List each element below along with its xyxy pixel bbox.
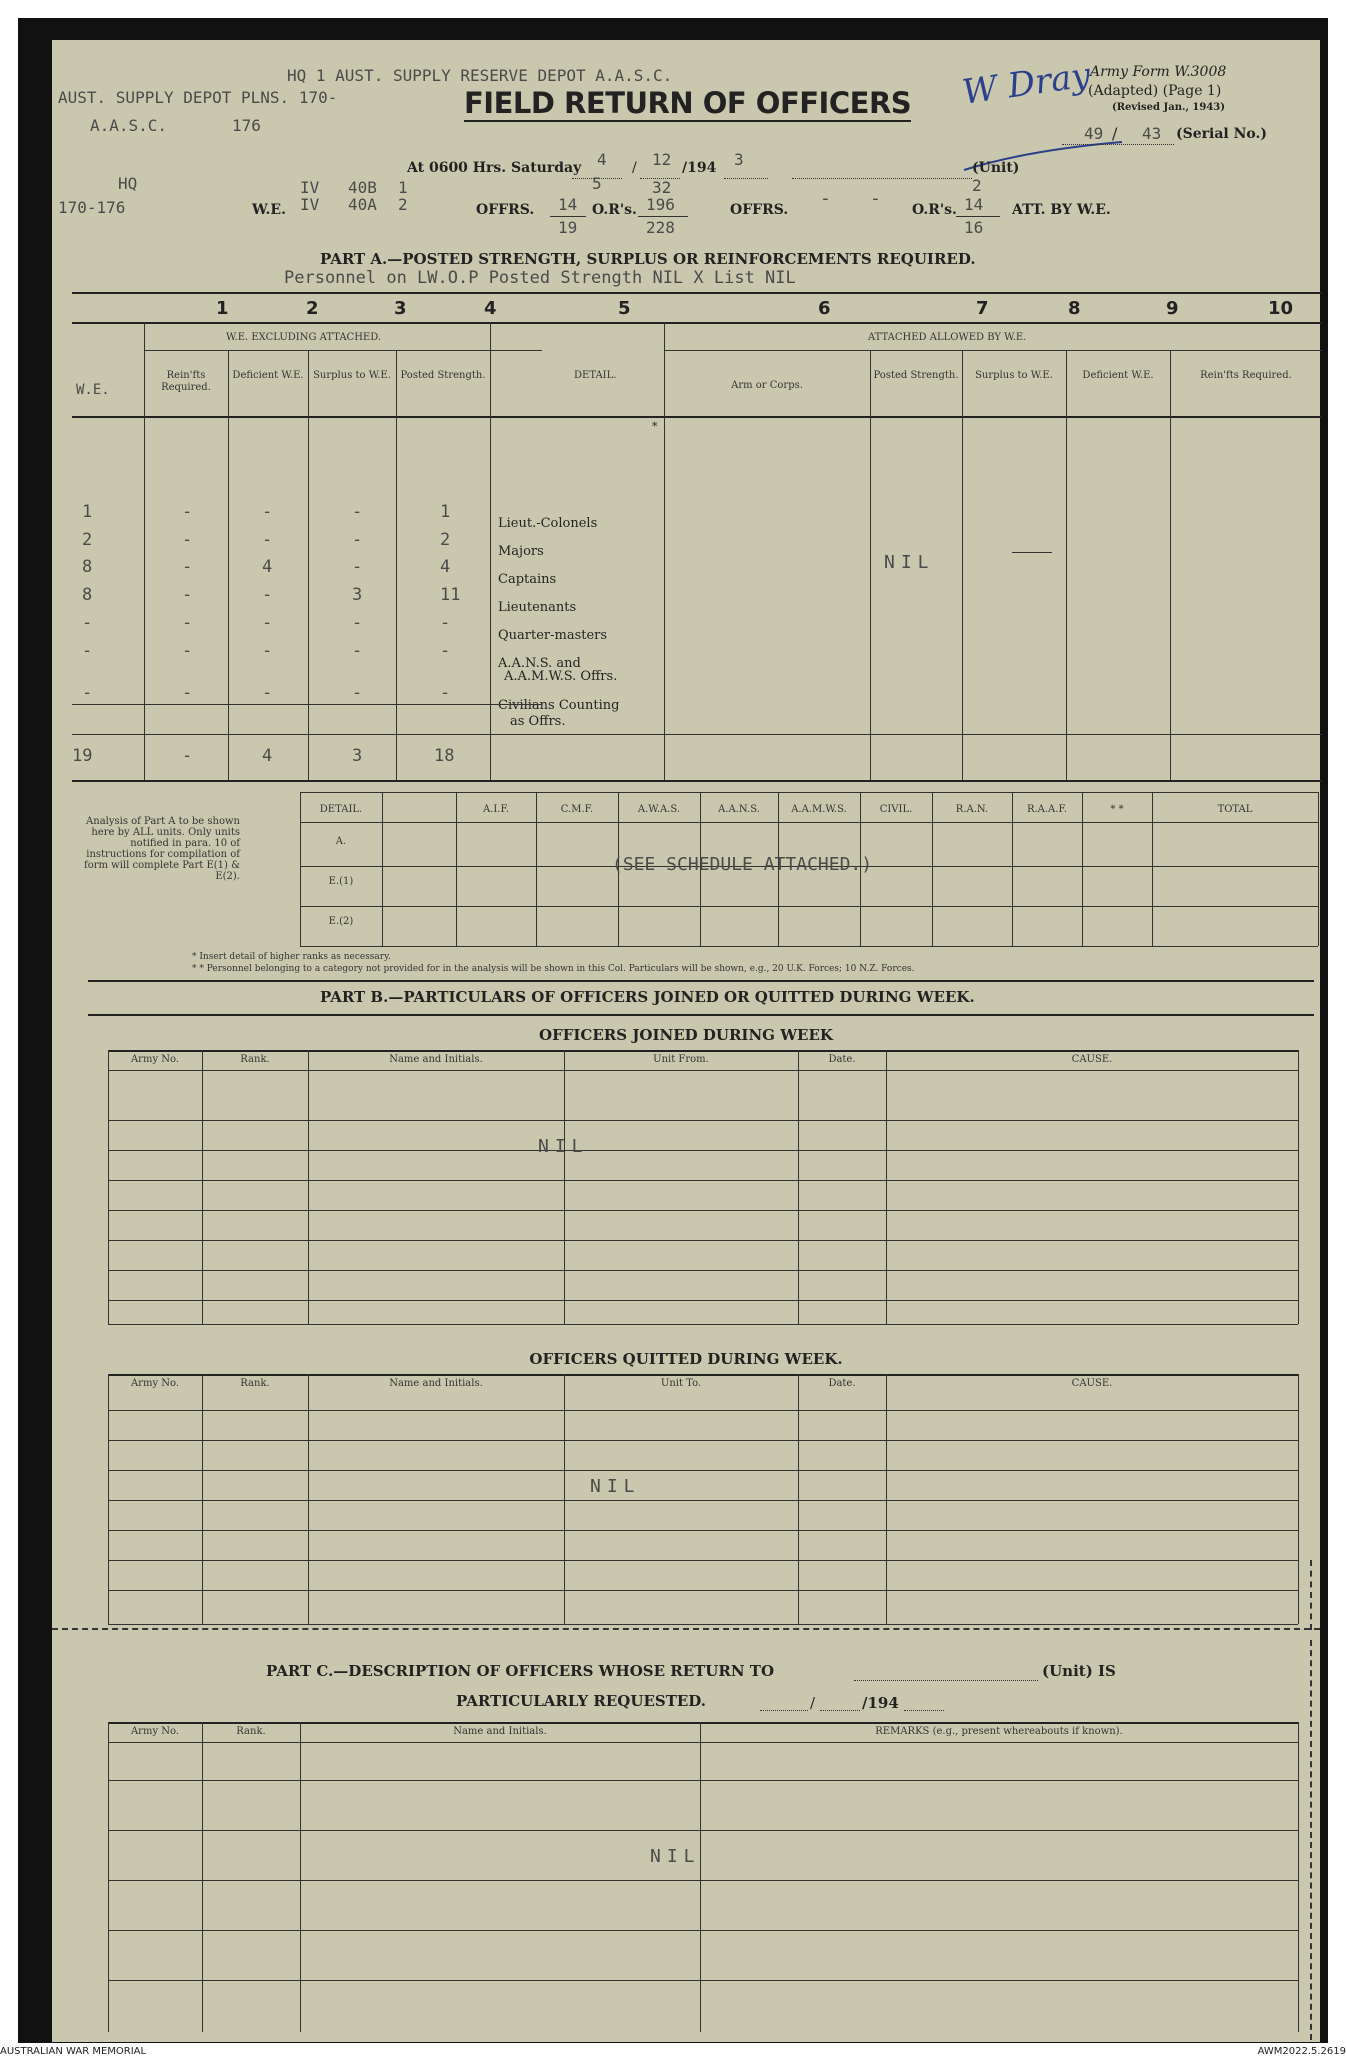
we-label: W.E. [252, 202, 286, 218]
unit-line-3a: A.A.S.C. [90, 116, 168, 135]
analysis-row-label: A. [335, 836, 347, 847]
att-top: 2 [972, 176, 982, 195]
analysis-row-label: E.(1) [328, 876, 354, 887]
row-surplus: - [352, 530, 363, 550]
joined-nil: NIL [538, 1136, 589, 1157]
handwritten-signature: W Dray [959, 55, 1093, 113]
row-reinf: - [182, 613, 193, 633]
row-detail: Captains [498, 572, 557, 587]
part-c-line1b: (Unit) IS [1042, 1662, 1116, 1680]
total-reinf: - [182, 746, 193, 766]
col-number: 8 [1068, 298, 1081, 319]
revised-label: (Revised Jan., 1943) [1112, 102, 1225, 113]
table-col-header: CAUSE. [1071, 1378, 1113, 1389]
table-col-header: Date. [828, 1054, 856, 1065]
we-top-a: IV [300, 178, 320, 197]
analysis-col-header: DETAIL. [319, 804, 363, 815]
offrs-top: 1 [398, 178, 408, 197]
serial-number-a: 49 [1084, 124, 1104, 143]
row-posted: 11 [440, 585, 461, 605]
row-reinf: - [182, 641, 193, 661]
attached-allowed-label: ATTACHED ALLOWED BY W.E. [868, 332, 1027, 343]
col-number: 1 [216, 298, 229, 319]
serial-label: (Serial No.) [1176, 126, 1267, 142]
row-surplus: - [352, 641, 363, 661]
form-page: HQ 1 AUST. SUPPLY RESERVE DEPOT A.A.S.C. AUST. SUPPLY DEPOT PLNS. 170- A.A.S.C. 176 FIELD RETURN OF OFFICERS W Dray Army Form W.3008 (Adapted) (Page 1) (Revised Jan., 1943) 49 / 43 (Serial No.) At 0600 Hrs. Saturday 4 / 12 /194 3 (Unit) HQ 170-176 W.E. IV 40B IV 40A 1 2 OFFRS. 5 14 19 O.R's. 32 196 228 OFFRS. - O.R's. - 2 14 16 ATT. BY W.E. PART A.—POSTED STRENGTH, SURPLUS OR REINFORCEMENTS REQUIRED. Personnel on LW.O.P Posted Strength NIL X List NIL 1 2 3 4 5 6 7 8 9 10 W.E. EXCLUDING ATTACHED. ATTACHED ALLOWED BY W.E. DETAIL. W.E. Rein'fts Required. Deficient W.E. Surplus to W.E. Posted Strength. Arm or Corps. Posted Strength. Surplus to W.E. Deficient W.E. Rein'fts Required. * 1 - - - 1 Lieut.-Colonels 2 - - - 2 Majors 8 - 4 - 4 Captains 8 - - 3 11 Lieutenants - - - - - Quarter-masters - - - - - A.A.N.S. and - - - - - Civilians Counting A.A.M.W.S. Offrs. as Offrs. NIL 19 - 4 3 18 Analysis of Part A to be shown here by ALL units. Only units notified in para. 10 of instructions for compilation of form will complete Part E(1) & E(2). DETAIL. A.I.F. C.M.F. A.W.A.S. A.A.N.S. A.A.M.W.S. CIVIL. R.A.N. R.A.A.F. * * TOTAL A. E.(1) E.(2) (SEE SCHEDULE ATTACHED.) * Insert detail of higher ranks as necessary. * * Personnel belonging to a category not provided for in the analysis will be shown in this Col. Particulars will be shown, e.g., 20 U.K. Forces; 10 N.Z. Forces. PART B.—PARTICULARS OF OFFICERS JOINED OR QUITTED DURING WEEK. OFFICERS JOINED DURING WEEK Army No. Rank. Name and Initials. Unit From. Date. CAUSE. NIL OFFICERS QUITTED DURING WEEK. Army No. Rank. Name and Initials. Unit To. Date. CAUSE. NIL PART C.—DESCRIPTION OF OFFICERS WHOSE RETURN TO (Unit) IS PARTICULARLY REQUESTED. / /194 Army No. Rank. Name and Initials. REMARKS (e.g., present whereabouts if known). NIL [52, 40, 1320, 2042]
row-def: - [262, 613, 273, 633]
analysis-col-header: A.W.A.S. [637, 804, 681, 815]
part-a-heading: PART A.—POSTED STRENGTH, SURPLUS OR REINFORCEMENTS REQUIRED. [320, 250, 976, 268]
row-posted: 4 [440, 557, 451, 577]
year-prefix: /194 [682, 160, 717, 176]
sub-header: Surplus to W.E. [975, 370, 1053, 381]
table-col-header: Rank. [240, 1378, 270, 1389]
row-detail: Quarter-masters [498, 628, 608, 643]
row-detail: A.A.N.S. and [498, 656, 581, 671]
part-c-line2: PARTICULARLY REQUESTED. [456, 1692, 706, 1710]
row-we: - [82, 613, 93, 633]
col-number: 2 [306, 298, 319, 319]
col-number: 3 [394, 298, 407, 319]
offrs-bot: 2 [398, 195, 408, 214]
row-def: - [262, 683, 273, 703]
schedule-attached: (SEE SCHEDULE ATTACHED.) [612, 854, 873, 875]
or2-value: - [870, 188, 881, 209]
row-def: - [262, 530, 273, 550]
hq-range: 170-176 [58, 198, 126, 217]
offrs2-value: - [820, 188, 831, 209]
total-surplus: 3 [352, 746, 363, 766]
row-we: 8 [82, 585, 93, 605]
row-def: - [262, 502, 273, 522]
total-posted: 18 [434, 746, 455, 766]
table-col-header: Name and Initials. [389, 1378, 483, 1389]
part-c-date: /194 [862, 1694, 899, 1712]
attached-nil: NIL [884, 552, 935, 573]
table-col-header: Army No. [130, 1378, 180, 1389]
unit-label: (Unit) [972, 160, 1020, 176]
row-reinf: - [182, 557, 193, 577]
or-top: 32 [652, 178, 672, 197]
footnote-2: * * Personnel belonging to a category not provided for in the analysis will be shown in this Col. Particulars will be shown, e.g., 20 U.K. Forces; 10 N.Z. Forces. [192, 964, 915, 974]
att-bot: 16 [964, 218, 984, 237]
col-number: 5 [618, 298, 631, 319]
row-posted: - [440, 613, 451, 633]
unit-line-2: AUST. SUPPLY DEPOT PLNS. 170- [58, 88, 338, 107]
analysis-col-header: A.A.M.W.S. [791, 804, 847, 815]
total-def: 4 [262, 746, 273, 766]
part-b-heading: PART B.—PARTICULARS OF OFFICERS JOINED OR QUITTED DURING WEEK. [320, 988, 975, 1006]
analysis-col-header: * * [1110, 804, 1124, 815]
unit-line-1: HQ 1 AUST. SUPPLY RESERVE DEPOT A.A.S.C. [287, 66, 673, 85]
row-detail: Majors [498, 544, 544, 559]
table-col-header: Unit From. [653, 1054, 709, 1065]
col-number: 4 [484, 298, 497, 319]
footnote-1: * Insert detail of higher ranks as necessary. [192, 952, 391, 962]
row-posted: 1 [440, 502, 451, 522]
or-label: O.R's. [592, 202, 637, 218]
part-c-nil: NIL [650, 1846, 701, 1867]
analysis-col-header: C.M.F. [560, 804, 594, 815]
table-col-header: Army No. [130, 1054, 180, 1065]
table-col-header: Date. [828, 1378, 856, 1389]
col-number: 6 [818, 298, 831, 319]
sub-header: Deficient W.E. [1082, 370, 1154, 381]
table-col-header: CAUSE. [1071, 1054, 1113, 1065]
row-surplus: - [352, 502, 363, 522]
row-def: - [262, 641, 273, 661]
row-reinf: - [182, 683, 193, 703]
row-we: 8 [82, 557, 93, 577]
analysis-note: Analysis of Part A to be shown here by ALL units. Only units notified in para. 10 of instructions for compilation of form will complete Part E(1) & E(2). [84, 816, 240, 882]
we-excluding-label: W.E. EXCLUDING ATTACHED. [226, 332, 382, 343]
row-we: - [82, 641, 93, 661]
typed-note: Personnel on LW.O.P Posted Strength NIL X List NIL [284, 268, 796, 288]
serial-sep: / [1112, 124, 1118, 143]
quitted-nil: NIL [590, 1476, 641, 1497]
detail-extra-2: as Offrs. [510, 714, 566, 729]
row-surplus: - [352, 683, 363, 703]
row-we: 1 [82, 502, 93, 522]
detail-extra-1: A.A.M.W.S. Offrs. [504, 669, 618, 684]
joined-heading: OFFICERS JOINED DURING WEEK [539, 1026, 833, 1044]
part-c-col-header: Rank. [236, 1726, 266, 1737]
form-title: FIELD RETURN OF OFFICERS [464, 86, 912, 120]
we-bot-b: 40A [348, 195, 377, 214]
part-c-line1a: PART C.—DESCRIPTION OF OFFICERS WHOSE RETURN TO [266, 1662, 775, 1680]
adapted-label: (Adapted) (Page 1) [1088, 83, 1222, 99]
sub-header: Arm or Corps. [731, 380, 803, 391]
or-bot: 228 [646, 218, 675, 237]
year-digit: 3 [734, 150, 744, 169]
row-detail: Lieut.-Colonels [498, 516, 598, 531]
analysis-col-header: A.I.F. [482, 804, 510, 815]
quitted-heading: OFFICERS QUITTED DURING WEEK. [529, 1350, 843, 1368]
sub-header: Posted Strength. [873, 370, 959, 381]
row-surplus: 3 [352, 585, 363, 605]
total-we: 19 [72, 746, 93, 766]
or-mid: 196 [646, 195, 675, 214]
army-form-label: Army Form W.3008 [1090, 64, 1227, 80]
sub-header: Surplus to W.E. [313, 370, 391, 381]
row-reinf: - [182, 585, 193, 605]
analysis-col-header: A.A.N.S. [718, 804, 760, 815]
table-col-header: Name and Initials. [389, 1054, 483, 1065]
part-c-col-header: Army No. [130, 1726, 180, 1737]
row-surplus: - [352, 557, 363, 577]
row-posted: 2 [440, 530, 451, 550]
row-reinf: - [182, 502, 193, 522]
col-number: 10 [1268, 298, 1294, 319]
att-label: ATT. BY W.E. [1012, 202, 1111, 218]
time-line-prefix: At 0600 Hrs. Saturday [407, 160, 582, 176]
analysis-row-label: E.(2) [328, 916, 354, 927]
row-detail: Lieutenants [498, 600, 577, 615]
offrs-sum-top: 14 [558, 195, 578, 214]
we-mark: W.E. [76, 382, 110, 398]
row-surplus: - [352, 613, 363, 633]
part-c-col-header: Name and Initials. [453, 1726, 547, 1737]
col-number: 7 [976, 298, 989, 319]
offrs2-label: OFFRS. [730, 202, 789, 218]
we-bot-a: IV [300, 195, 320, 214]
col-number: 9 [1166, 298, 1179, 319]
analysis-col-header: R.A.N. [955, 804, 989, 815]
serial-number-b: 43 [1142, 124, 1162, 143]
offrs-sum-bot: 19 [558, 218, 578, 237]
or2-label: O.R's. [912, 202, 957, 218]
sub-header: Rein'fts Required. [161, 370, 211, 393]
footer-left: AUSTRALIAN WAR MEMORIAL [0, 2046, 147, 2057]
row-posted: - [440, 683, 451, 703]
row-detail: Civilians Counting [498, 698, 620, 713]
offrs-label: OFFRS. [476, 202, 535, 218]
table-col-header: Rank. [240, 1054, 270, 1065]
five-mark: 5 [592, 174, 602, 193]
row-we: 2 [82, 530, 93, 550]
asterisk-note: * [652, 420, 658, 433]
day-value: 4 [597, 150, 607, 169]
we-top-b: 40B [348, 178, 377, 197]
footer-right: AWM2022.5.2619 [1257, 2046, 1346, 2057]
analysis-col-header: R.A.A.F. [1026, 804, 1068, 815]
row-reinf: - [182, 530, 193, 550]
hq-label: HQ [118, 174, 138, 193]
row-posted: - [440, 641, 451, 661]
detail-label: DETAIL. [574, 370, 617, 381]
row-def: - [262, 585, 273, 605]
part-c-col-header: REMARKS (e.g., present whereabouts if known). [875, 1726, 1123, 1737]
att-mid: 14 [964, 195, 984, 214]
table-col-header: Unit To. [660, 1378, 702, 1389]
row-we: - [82, 683, 93, 703]
sub-header: Deficient W.E. [232, 370, 304, 381]
analysis-col-header: CIVIL. [879, 804, 913, 815]
row-def: 4 [262, 557, 273, 577]
analysis-col-header: TOTAL [1217, 804, 1253, 815]
sub-header: Posted Strength. [400, 370, 486, 381]
unit-line-3b: 176 [232, 116, 261, 135]
sub-header: Rein'fts Required. [1200, 370, 1292, 381]
month-value: 12 [652, 150, 672, 169]
